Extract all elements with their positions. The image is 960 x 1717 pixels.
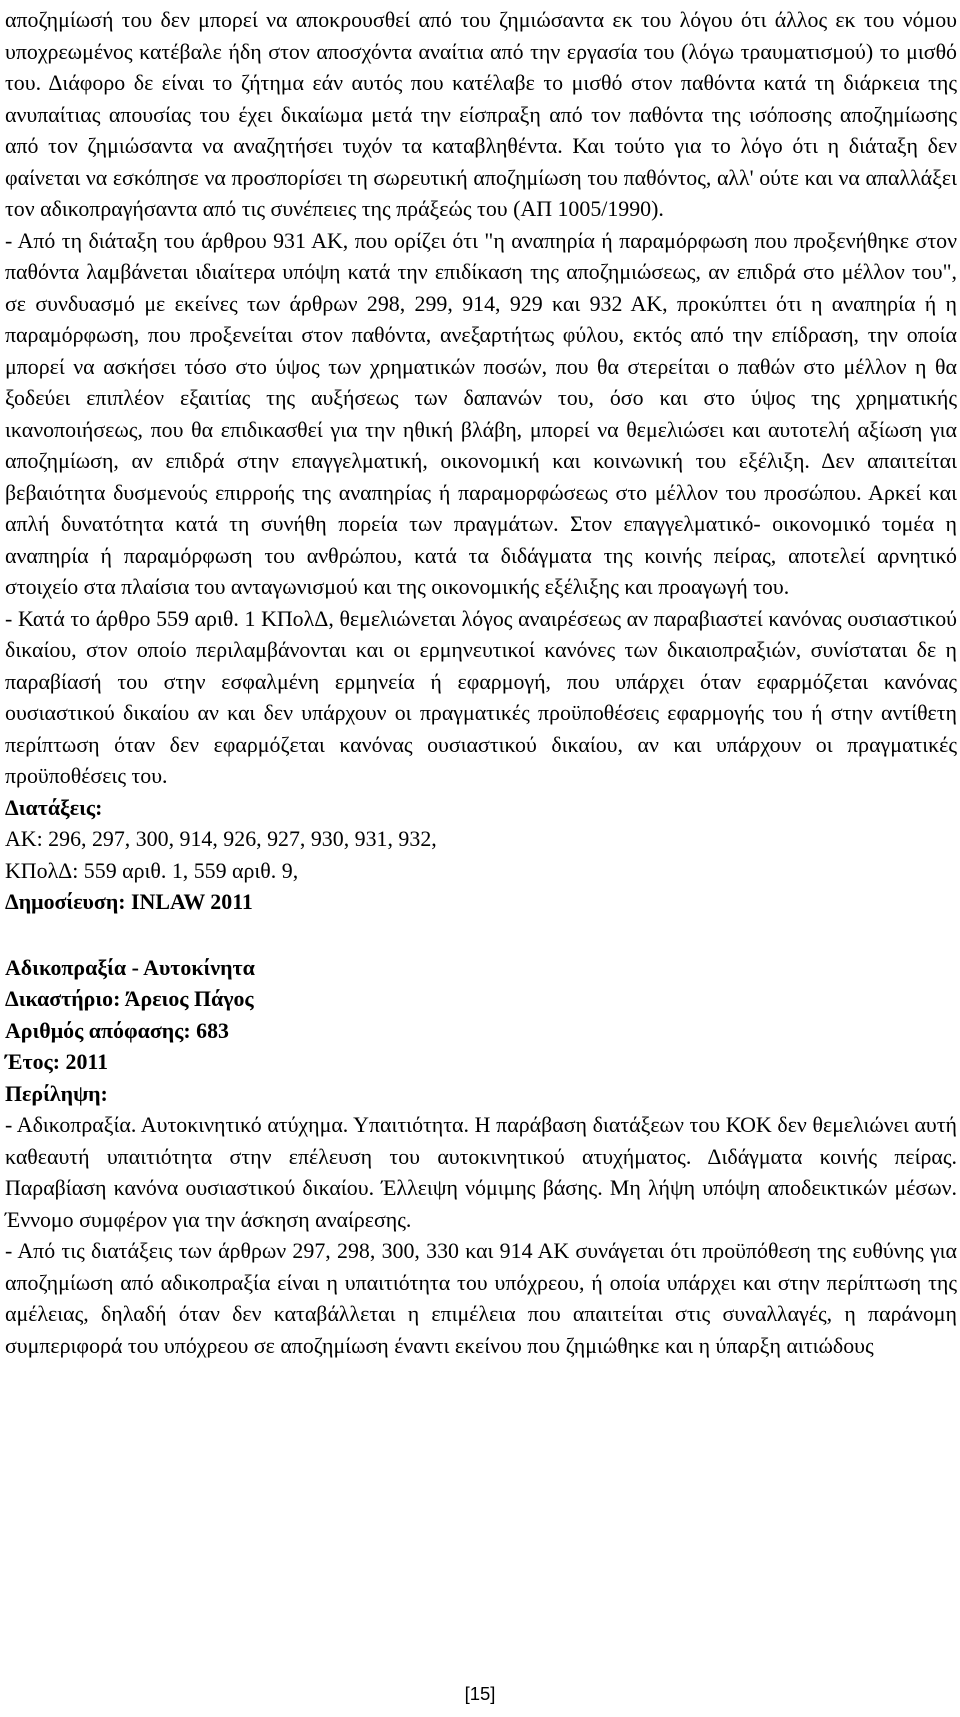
page-number: [15] (464, 1683, 496, 1704)
section-gap (5, 918, 957, 952)
publication-line: Δημοσίευση: INLAW 2011 (5, 889, 253, 914)
provisions-kpold: ΚΠολΔ: 559 αριθ. 1, 559 αριθ. 9, (5, 857, 299, 883)
summary-paragraph-1: - Αδικοπραξία. Αυτοκινητικό ατύχημα. Υπαιτιότητα. Η παράβαση διατάξεων του ΚΟΚ δεν θεμελιώνει αυτή καθεαυτή υπαιτιότητα στην επέλευση του αυτοκινητικού ατυχήματος. Διδάγματα κοινής πείρας. Παραβίαση κανόνα ουσιαστικού δικαίου. Έλλειψη νόμιμης βάσης. Μη λήψη υπόψη αποδεικτικών μέσων. Έννομο συμφέρον για την άσκηση αναίρεσης. (5, 1112, 957, 1232)
decision-year: Έτος: 2011 (5, 1049, 109, 1074)
document-body (5, 4, 957, 1361)
paragraph-1: αποζημίωσή του δεν μπορεί να αποκρουσθεί από του ζημιώσαντα εκ του λόγου ότι άλλος εκ του νόμου υποχρεωμένος κατέβαλε ήδη στον αποσχόντα αναίτια από την εργασία του (λόγω τραυματισμού) το μισθό του. Διάφορο δε είναι το ζήτημα εάν αυτός που κατέλαβε το μισθό στον παθόντα κατά τη διάρκεια της ανυπαίτιας απουσίας του έχει δικαίωμα μετά την είσπραξη από τον παθόντα της ισόποσης αποζημίωσης από τον ζημιώσαντα να αναζητήσει τυχόν τα καταβληθέντα. Και τούτο για το λόγο ότι η διάταξη δεν φαίνεται να εσκόπησε να προσπορίσει τη σωρευτική αποζημίωση του παθόντος, αλλ' ούτε και να απαλλάξει τον αδικοπραγήσαντα από τις συνέπειες της πράξεώς του (ΑΠ 1005/1990). (5, 7, 957, 221)
paragraph-2: - Από τη διάταξη του άρθρου 931 ΑΚ, που ορίζει ότι "η αναπηρία ή παραμόρφωση που προξενήθηκε στον παθόντα λαμβάνεται ιδιαίτερα υπόψη κατά την επιδίκαση της αποζημιώσεως, αν επιδρά στο μέλλον του", σε συνδυασμό με εκείνες των άρθρων 298, 299, 914, 929 και 932 ΑΚ, προκύπτει ότι η αναπηρία ή η παραμόρφωση, που προξενείται στον παθόντα, ανεξαρτήτως φύλου, εκτός από την επίδραση, την οποία μπορεί να ασκήσει τόσο στο ύψος των χρηματικών ποσών, που θα στερείται ο παθών στο μέλλον η θα ξοδεύει επιπλέον εξαιτίας της αυξήσεως των δαπανών του, όσο και στο ύψος της χρηματικής ικανοποιήσεως, που θα επιδικασθεί για την ηθική βλάβη, μπορεί να θεμελιώσει και αυτοτελή αξίωση για αποζημίωση, αν επιδρά στην επαγγελματική, οικονομική και κοινωνική του εξέλιξη. Δεν απαιτείται βεβαιότητα δυσμενούς επιρροής της αναπηρίας ή παραμορφώσεως στο μέλλον του προσώπου. Αρκεί και απλή δυνατότητα κατά τη συνήθη πορεία των πραγμάτων. Στον επαγγελματικό- οικονομικό τομέα η αναπηρία ή παραμόρφωση του ανθρώπου, κατά τα διδάγματα της κοινής πείρας, αποτελεί αρνητικό στοιχείο στα πλαίσια του ανταγωνισμού και της οικονομικής εξέλιξης και προαγωγή του. (5, 227, 957, 599)
court-line: Δικαστήριο: Άρειος Πάγος (5, 986, 254, 1011)
provisions-heading: Διατάξεις: (5, 794, 103, 820)
summary-heading: Περίληψη: (5, 1080, 108, 1106)
provisions-ak: ΑΚ: 296, 297, 300, 914, 926, 927, 930, 931, 932, (5, 826, 437, 851)
paragraph-3: - Κατά το άρθρο 559 αριθ. 1 ΚΠολΔ, θεμελιώνεται λόγος αναιρέσεως αν παραβιαστεί κανόνας ουσιαστικού δικαίου, στον οποίο περιλαμβάνονται και οι ερμηνευτικοί κανόνες των δικαιοπραξιών, συνίσταται δε η παραβίασή του στην εσφαλμένη ερμηνεία ή εφαρμογή, που υπάρχει όταν εφαρμόζεται κανόνας ουσιαστικού δικαίου αν και δεν υπάρχουν οι πραγματικές προϋποθέσεις εφαρμογής του ή στην αντίθετη περίπτωση όταν δεν εφαρμόζεται κανόνας ουσιαστικού δικαίου, αν και υπάρχουν οι πραγματικές προϋποθέσεις του. (5, 605, 957, 788)
case-topic: Αδικοπραξία - Αυτοκίνητα (5, 954, 255, 980)
summary-paragraph-2: - Από τις διατάξεις των άρθρων 297, 298, 300, 330 και 914 ΑΚ συνάγεται ότι προϋπόθεση της ευθύνης για αποζημίωση από αδικοπραξία είναι η υπαιτιότητα του υπόχρεου, ή οποία υπάρχει και στην περίπτωση της αμέλειας, δηλαδή όταν δεν καταβάλλεται η επιμέλεια που απαιτείται στις συναλλαγές, η παράνομη συμπεριφορά του υπόχρεου σε αποζημίωση έναντι εκείνου που ζημιώθηκε και η ύπαρξη αιτιώδους (5, 1238, 957, 1358)
decision-number: Αριθμός απόφασης: 683 (5, 1017, 230, 1043)
